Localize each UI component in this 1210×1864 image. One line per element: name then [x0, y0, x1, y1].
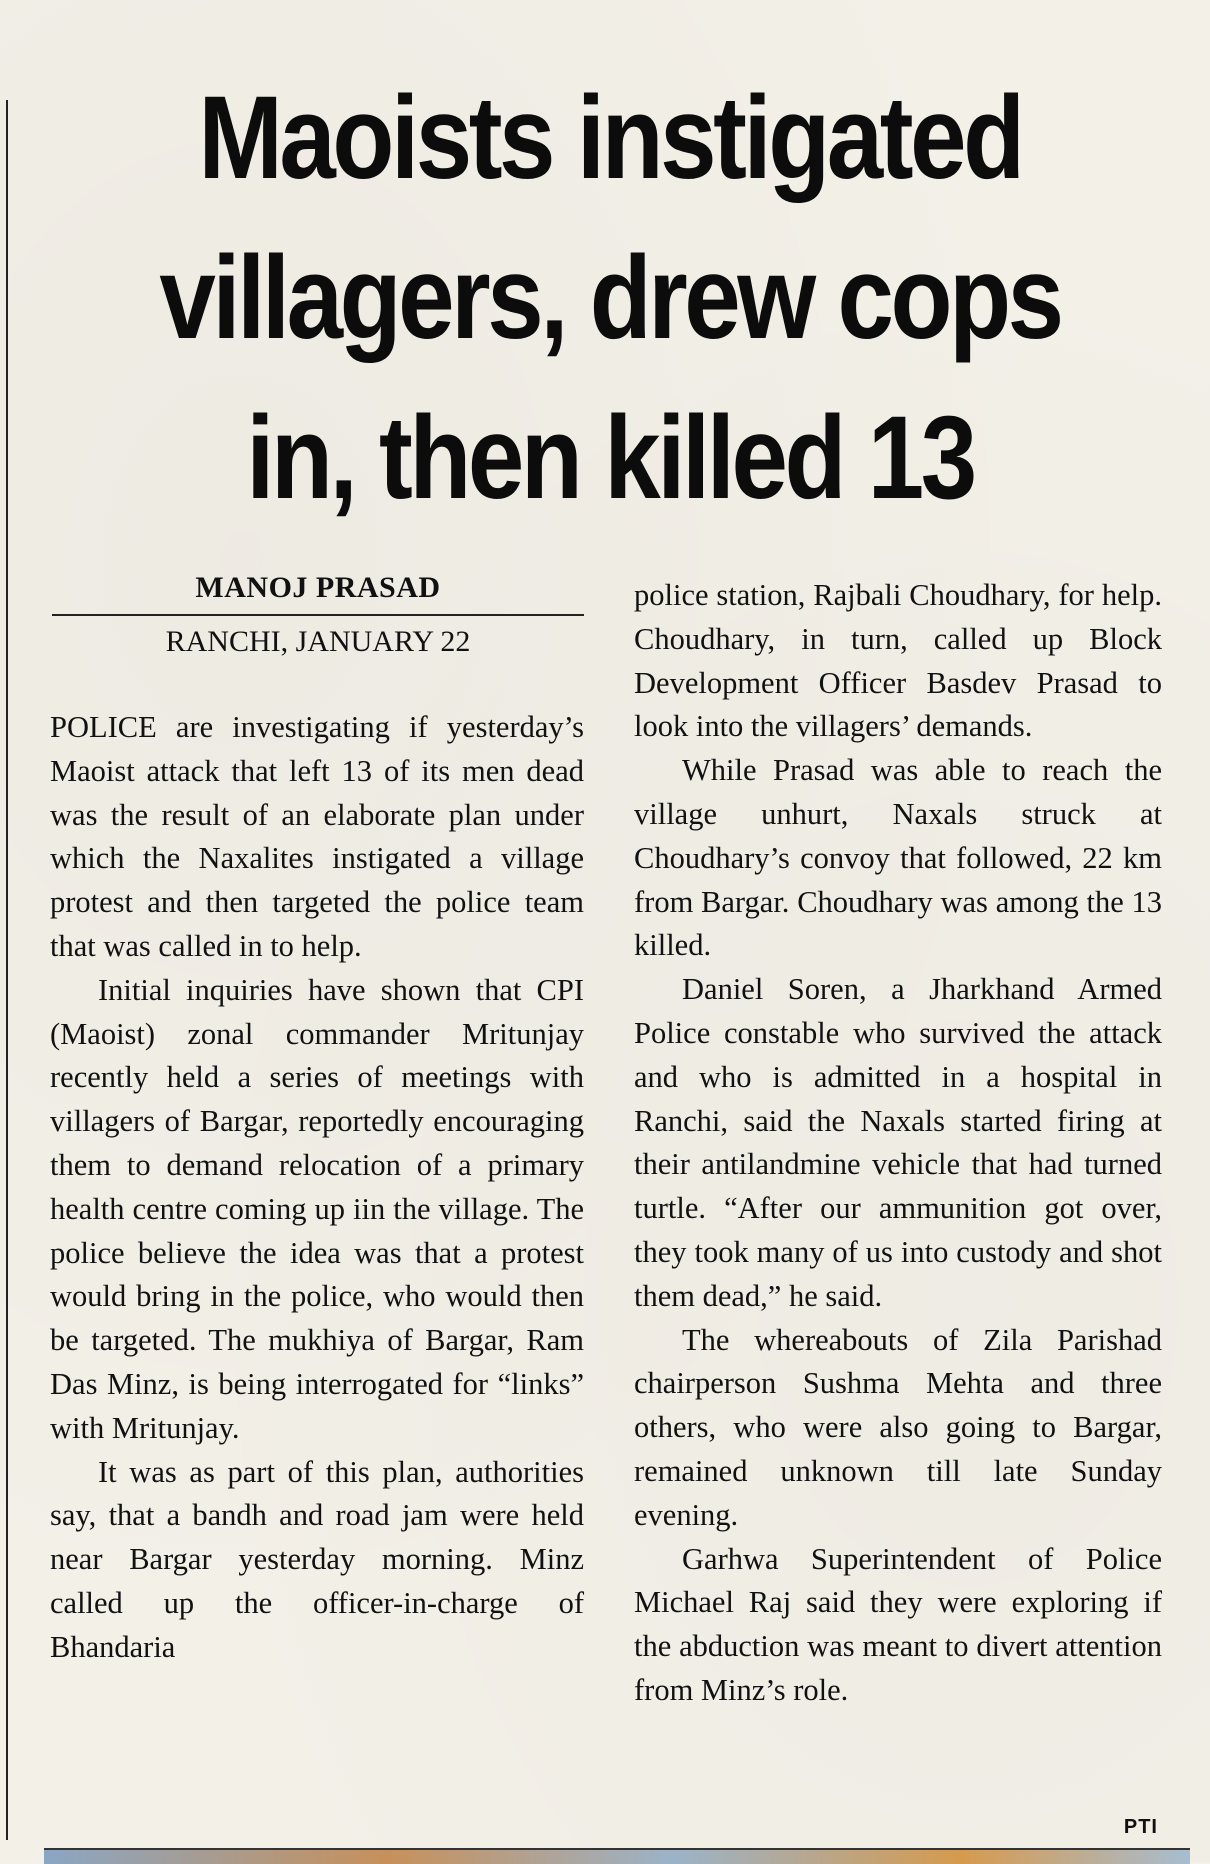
- author-name: MANOJ PRASAD: [195, 571, 441, 604]
- byline-divider: [52, 614, 584, 616]
- body-column-right: [634, 574, 1162, 1713]
- headline: Maoists instigated villagers, drew cops in, then killed 13: [159, 72, 1061, 524]
- paragraph: POLICE are investigating if yesterday’s Maoist attack that left 13 of its men dead was the result of an elaborate plan under which the Naxalites instigated a village protest and then targeted the police team that was called in to help.: [50, 710, 584, 963]
- paragraph: Daniel Soren, a Jharkhand Armed Police constable who survived the attack and who is admitted in a hospital in Ranchi, said the Naxals started firing at their antilandmine vehicle that had turned turtle. “After our ammunition got over, they took many of us into custody and shot them dead,” he said.: [634, 972, 1162, 1313]
- paragraph: police station, Rajbali Choudhary, for help. Choudhary, in turn, called up Block Development Officer Basdev Prasad to look into the villagers’ demands.: [634, 578, 1162, 744]
- dateline: RANCHI, JANUARY 22: [165, 625, 471, 658]
- byline: [52, 568, 584, 662]
- paragraph: Garhwa Superintendent of Police Michael Raj said they were exploring if the abduction was meant to divert attention from Minz’s role.: [634, 1541, 1162, 1707]
- paragraph: The whereabouts of Zila Parishad chairperson Sushma Mehta and three others, who were also going to Bargar, remained unknown till late Sunday evening.: [634, 1322, 1162, 1532]
- column-rule: [6, 100, 8, 1840]
- paragraph: Initial inquiries have shown that CPI (Maoist) zonal commander Mritunjay recently held a series of meetings with villagers of Bargar, reportedly encouraging them to demand relocation of a primary health centre coming up iin the village. The police believe the idea was that a protest would bring in the police, who would then be targeted. The mukhiya of Bargar, Ram Das Minz, is being interrogated for “links” with Mritunjay.: [50, 972, 584, 1445]
- agency-credit: PTI: [1123, 1816, 1158, 1838]
- body-column-left: [50, 706, 584, 1670]
- paragraph: It was as part of this plan, authorities say, that a bandh and road jam were held near Bargar yesterday morning. Minz called up the officer-in-charge of Bhandaria: [50, 1454, 584, 1664]
- paragraph: While Prasad was able to reach the village unhurt, Naxals struck at Choudhary’s convoy that followed, 22 km from Bargar. Choudhary was among the 13 killed.: [634, 753, 1162, 963]
